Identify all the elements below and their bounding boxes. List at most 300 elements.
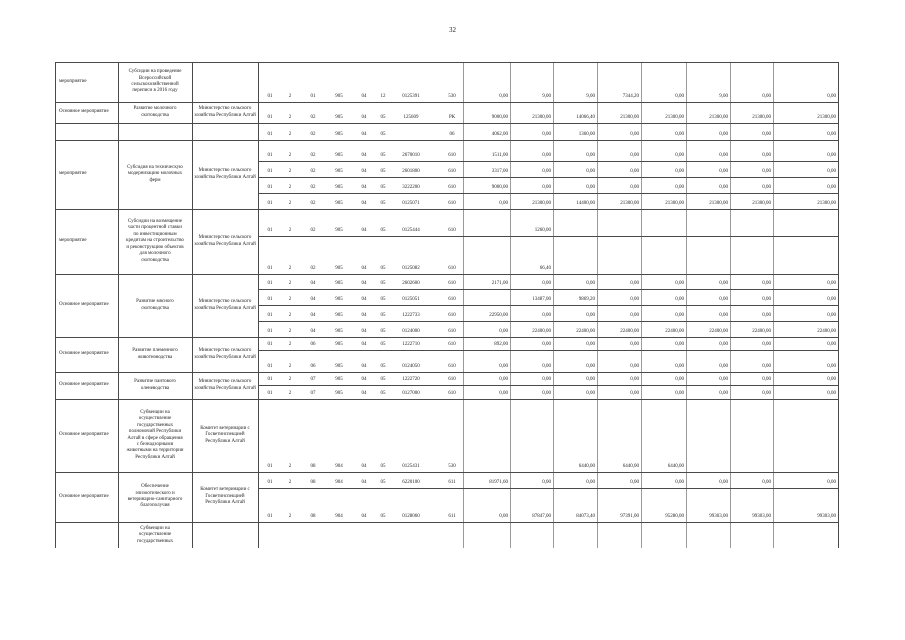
event-type-cell: Основное мероприятие xyxy=(59,493,109,499)
budget-code-cell: 0124000 xyxy=(402,329,420,334)
budget-code-cell: 05 xyxy=(380,185,386,190)
responsible-executor-cell: Министерство сельского хозяйства Республики Алтай xyxy=(194,235,256,247)
budget-code-cell: 610 xyxy=(448,342,456,347)
budget-code-cell: 6220100 xyxy=(402,480,420,485)
budget-code-cell: 04 xyxy=(310,297,316,302)
budget-code-cell: 2601800 xyxy=(402,169,420,174)
budget-code-cell: 610 xyxy=(448,377,456,382)
budget-code-cell: 04 xyxy=(361,169,367,174)
amount-cell: 22400,00 xyxy=(665,329,684,334)
responsible-executor-cell: Комитет ветеринарии с Госветинспекцией Республики Алтай xyxy=(200,425,250,444)
budget-code-cell: 905 xyxy=(335,132,343,137)
budget-code-cell: 611 xyxy=(448,480,456,485)
amount-cell: 0,00 xyxy=(586,281,595,286)
budget-code-cell: 04 xyxy=(361,480,367,485)
amount-cell: 0,00 xyxy=(630,153,639,158)
budget-code-cell: 01 xyxy=(267,132,273,137)
row-divider xyxy=(258,161,839,162)
amount-cell: 0,00 xyxy=(762,313,771,318)
amount-cell: 97391,00 xyxy=(620,514,639,519)
budget-code-cell: 01 xyxy=(267,201,273,206)
amount-cell: 0,00 xyxy=(542,132,551,137)
amount-cell: 21300,00 xyxy=(665,201,684,206)
budget-code-cell: 905 xyxy=(335,391,343,396)
event-type-cell: мероприятие xyxy=(59,78,87,84)
budget-code-cell: 07 xyxy=(310,377,316,382)
budget-code-cell: 04 xyxy=(310,281,316,286)
amount-cell: 0,00 xyxy=(827,169,836,174)
budget-code-cell: 04 xyxy=(361,201,367,206)
amount-cell: 0,00 xyxy=(675,377,684,382)
row-divider xyxy=(258,289,839,290)
amount-cell: 0,00 xyxy=(499,377,508,382)
budget-code-cell: 05 xyxy=(380,342,386,347)
amount-cell: 0,00 xyxy=(762,377,771,382)
budget-code-cell: 04 xyxy=(361,153,367,158)
amount-cell: 1511,00 xyxy=(491,153,508,158)
budget-code-cell: 01 xyxy=(267,480,273,485)
amount-cell: 0,00 xyxy=(586,391,595,396)
amount-cell: 0,00 xyxy=(762,94,771,99)
budget-code-cell: 01 xyxy=(267,342,273,347)
budget-code-cell: 905 xyxy=(335,115,343,120)
amount-cell: 7344,20 xyxy=(622,94,639,99)
amount-cell: 22950,00 xyxy=(489,313,508,318)
budget-code-cell: 611 xyxy=(448,514,456,519)
amount-cell: 0,00 xyxy=(499,514,508,519)
budget-code-cell: 610 xyxy=(448,281,456,286)
amount-cell: 0,00 xyxy=(762,480,771,485)
amount-cell: 0,00 xyxy=(499,201,508,206)
budget-code-cell: 05 xyxy=(380,169,386,174)
budget-code-cell: 905 xyxy=(335,297,343,302)
budget-code-cell: 01 xyxy=(267,313,273,318)
amount-cell: 0,00 xyxy=(542,169,551,174)
budget-code-cell: 05 xyxy=(380,391,386,396)
budget-code-cell: 610 xyxy=(448,185,456,190)
amount-cell: 0,00 xyxy=(675,480,684,485)
event-name-cell: Субсидии на возмещение части процентной ставки по инвестиционным кредитам на строительство и реконструкцию объектов для молочного скотоводства xyxy=(126,219,184,263)
budget-code-cell: 905 xyxy=(335,342,343,347)
budget-code-cell: 01 xyxy=(267,377,273,382)
amount-cell: 66,40 xyxy=(539,266,551,271)
amount-cell: 0,00 xyxy=(675,185,684,190)
budget-code-cell: 02 xyxy=(310,185,316,190)
budget-code-cell: 2 xyxy=(288,281,292,286)
budget-code-cell: 02 xyxy=(310,153,316,158)
budget-code-cell: 04 xyxy=(361,313,367,318)
event-type-cell: Основное мероприятие xyxy=(59,432,109,438)
budget-code-cell: 05 xyxy=(380,115,386,120)
budget-code-cell: 01 xyxy=(267,94,273,99)
budget-code-cell: 610 xyxy=(448,228,456,233)
amount-cell: 1260,00 xyxy=(534,228,551,233)
budget-code-cell: 01 xyxy=(267,464,273,469)
budget-code-cell: 904 xyxy=(335,514,343,519)
budget-code-cell: 01 xyxy=(267,391,273,396)
amount-cell: 0,00 xyxy=(630,480,639,485)
amount-cell: 0,00 xyxy=(719,153,728,158)
responsible-executor-cell: Министерство сельского хозяйства Республики Алтай xyxy=(194,168,256,180)
amount-cell: 0,00 xyxy=(630,132,639,137)
event-type-cell: Основное мероприятие xyxy=(59,351,109,357)
amount-cell: 0,00 xyxy=(762,342,771,347)
amount-cell: 0,00 xyxy=(719,297,728,302)
amount-cell: 0,00 xyxy=(762,185,771,190)
budget-code-cell: 610 xyxy=(448,329,456,334)
budget-code-cell: 02 xyxy=(310,115,316,120)
budget-code-cell: 07 xyxy=(310,391,316,396)
event-type-cell: Основное мероприятие xyxy=(59,109,109,115)
amount-cell: 0,00 xyxy=(499,364,508,369)
amount-cell: 22400,00 xyxy=(620,329,639,334)
budget-code-cell: 04 xyxy=(361,377,367,382)
budget-code-cell: 05 xyxy=(380,480,386,485)
amount-cell: 0,00 xyxy=(762,391,771,396)
budget-code-cell: 2 xyxy=(288,377,292,382)
amount-cell: 0,00 xyxy=(827,377,836,382)
budget-code-cell: 05 xyxy=(380,514,386,519)
budget-code-cell: 04 xyxy=(361,297,367,302)
amount-cell: 0,00 xyxy=(542,364,551,369)
amount-cell: 0,00 xyxy=(630,313,639,318)
amount-cell: 0,00 xyxy=(827,313,836,318)
amount-cell: 0,00 xyxy=(630,169,639,174)
budget-code-cell: 06 xyxy=(310,342,316,347)
amount-cell: 14066,40 xyxy=(576,115,595,120)
amount-cell: 0,00 xyxy=(827,342,836,347)
amount-cell: 21300,00 xyxy=(532,201,551,206)
budget-code-cell: 3222200 xyxy=(402,185,420,190)
budget-code-cell: 04 xyxy=(361,115,367,120)
responsible-executor-cell: Министерство сельского хозяйства Республики Алтай xyxy=(194,299,256,311)
budget-code-cell: 05 xyxy=(380,132,386,137)
budget-code-cell: 904 xyxy=(335,464,343,469)
budget-code-cell: 04 xyxy=(361,228,367,233)
amount-cell: 0,00 xyxy=(762,297,771,302)
amount-cell: 0,00 xyxy=(719,342,728,347)
budget-code-cell: 2 xyxy=(288,153,292,158)
amount-cell: 0,00 xyxy=(762,281,771,286)
event-type-cell: Основное мероприятие xyxy=(59,382,109,388)
budget-code-cell: 125609 xyxy=(403,115,419,120)
budget-code-cell: 05 xyxy=(380,364,386,369)
budget-code-cell: 01 xyxy=(267,297,273,302)
budget-code-cell: 04 xyxy=(361,514,367,519)
amount-cell: 0,00 xyxy=(630,391,639,396)
budget-code-cell: 905 xyxy=(335,228,343,233)
budget-code-cell: 04 xyxy=(361,94,367,99)
amount-cell: 892,00 xyxy=(494,342,508,347)
budget-code-cell: 01 xyxy=(267,514,273,519)
amount-cell: 0,00 xyxy=(542,391,551,396)
budget-code-cell: 2 xyxy=(288,480,292,485)
amount-cell: 0,00 xyxy=(827,480,836,485)
budget-code-cell: 04 xyxy=(361,266,367,271)
budget-code-cell: 904 xyxy=(335,480,343,485)
budget-code-cell: 04 xyxy=(361,364,367,369)
event-name-cell: Обеспечение эпизоотического и ветеринарно-санитарного благополучия xyxy=(127,484,183,509)
budget-code-cell: 610 xyxy=(448,153,456,158)
amount-cell: 95280,00 xyxy=(665,514,684,519)
amount-cell: 0,00 xyxy=(586,377,595,382)
amount-cell: 9,00 xyxy=(719,94,728,99)
amount-cell: 21300,00 xyxy=(620,115,639,120)
budget-code-cell: 02 xyxy=(310,266,316,271)
budget-code-cell: 08 xyxy=(310,464,316,469)
page-number: 32 xyxy=(449,26,456,34)
amount-cell: 9869,20 xyxy=(578,297,595,302)
budget-code-cell: 08 xyxy=(310,514,316,519)
amount-cell: 22400,00 xyxy=(532,329,551,334)
budget-code-cell: 05 xyxy=(380,313,386,318)
amount-cell: 0,00 xyxy=(719,132,728,137)
budget-code-cell: 02 xyxy=(310,201,316,206)
budget-code-cell: 01 xyxy=(267,329,273,334)
budget-code-cell: 05 xyxy=(380,464,386,469)
budget-code-cell: 0125431 xyxy=(402,464,420,469)
budget-code-cell: 530 xyxy=(448,94,456,99)
budget-code-cell: 0125051 xyxy=(402,297,420,302)
amount-cell: 0,00 xyxy=(630,297,639,302)
amount-cell: 0,00 xyxy=(542,185,551,190)
amount-cell: 81971,60 xyxy=(489,480,508,485)
budget-code-cell: 04 xyxy=(361,185,367,190)
amount-cell: 84073,40 xyxy=(576,514,595,519)
budget-code-cell: 0127000 xyxy=(402,391,420,396)
event-name-cell: Субвенции на осуществление государственных xyxy=(136,526,174,544)
budget-code-cell: 04 xyxy=(361,342,367,347)
budget-code-cell: 04 xyxy=(310,313,316,318)
budget-code-cell: 610 xyxy=(448,266,456,271)
amount-cell: 0,00 xyxy=(719,313,728,318)
amount-cell: 99303,00 xyxy=(709,514,728,519)
budget-code-cell: 2 xyxy=(288,342,292,347)
budget-code-cell: 2 xyxy=(288,169,292,174)
budget-code-cell: 2 xyxy=(288,514,292,519)
budget-code-cell: 05 xyxy=(380,201,386,206)
budget-code-cell: 01 xyxy=(267,281,273,286)
amount-cell: 0,00 xyxy=(675,281,684,286)
amount-cell: 0,00 xyxy=(542,377,551,382)
budget-code-cell: 610 xyxy=(448,391,456,396)
amount-cell: 0,00 xyxy=(827,94,836,99)
budget-code-cell: 04 xyxy=(361,464,367,469)
row-divider xyxy=(258,350,839,351)
budget-code-cell: 05 xyxy=(380,281,386,286)
amount-cell: 0,00 xyxy=(630,377,639,382)
amount-cell: 0,00 xyxy=(586,480,595,485)
budget-code-cell: 2 xyxy=(288,313,292,318)
budget-code-cell: 01 xyxy=(267,364,273,369)
event-name-cell: Развитие племенного животноводства xyxy=(132,348,178,360)
budget-code-cell: 610 xyxy=(448,364,456,369)
event-name-cell: Субсидии на проведение Всероссийской сельскохозяйственной переписи в 2016 году xyxy=(128,69,182,94)
budget-code-cell: 1222720 xyxy=(402,377,420,382)
row-divider xyxy=(258,321,839,322)
amount-cell: 0,00 xyxy=(630,281,639,286)
budget-code-cell: 905 xyxy=(335,377,343,382)
amount-cell: 0,00 xyxy=(586,153,595,158)
row-divider xyxy=(258,305,839,306)
amount-cell: 0,00 xyxy=(762,153,771,158)
budget-code-cell: РК xyxy=(448,115,456,120)
amount-cell: 0,00 xyxy=(827,132,836,137)
amount-cell: 0,00 xyxy=(719,480,728,485)
amount-cell: 9000,00 xyxy=(491,115,508,120)
budget-code-cell: 04 xyxy=(361,329,367,334)
event-type-cell: мероприятие xyxy=(59,171,87,177)
budget-code-cell: 01 xyxy=(267,115,273,120)
amount-cell: 0,00 xyxy=(675,297,684,302)
amount-cell: 0,00 xyxy=(542,281,551,286)
budget-code-cell: 905 xyxy=(335,185,343,190)
budget-code-cell: 08 xyxy=(310,480,316,485)
amount-cell: 22400,00 xyxy=(576,329,595,334)
budget-code-cell: 02 xyxy=(310,228,316,233)
amount-cell: 0,00 xyxy=(827,364,836,369)
budget-code-cell: 01 xyxy=(267,266,273,271)
budget-code-cell: 05 xyxy=(380,297,386,302)
row-divider xyxy=(258,193,839,194)
amount-cell: 0,00 xyxy=(675,94,684,99)
amount-cell: 0,00 xyxy=(586,364,595,369)
budget-code-cell: 2602600 xyxy=(402,281,420,286)
budget-code-cell: 12 xyxy=(380,94,386,99)
budget-code-cell: 2 xyxy=(288,297,292,302)
budget-code-cell: 05 xyxy=(380,377,386,382)
budget-code-cell: 0125444 xyxy=(402,228,420,233)
amount-cell: 21300,00 xyxy=(752,201,771,206)
budget-code-cell: 01 xyxy=(267,153,273,158)
budget-code-cell: 05 xyxy=(380,266,386,271)
amount-cell: 0,00 xyxy=(630,185,639,190)
amount-cell: 0,00 xyxy=(827,153,836,158)
budget-code-cell: 0125391 xyxy=(402,94,420,99)
amount-cell: 0,00 xyxy=(586,342,595,347)
amount-cell: 21300,00 xyxy=(817,115,836,120)
amount-cell: 0,00 xyxy=(762,364,771,369)
amount-cell: 0,00 xyxy=(719,169,728,174)
amount-cell: 0,00 xyxy=(762,132,771,137)
budget-code-cell: 610 xyxy=(448,313,456,318)
amount-cell: 6440,00 xyxy=(622,464,639,469)
amount-cell: 0,00 xyxy=(542,342,551,347)
amount-cell: 0,00 xyxy=(675,313,684,318)
budget-code-cell: 04 xyxy=(310,329,316,334)
row-divider xyxy=(258,385,839,386)
amount-cell: 9000,00 xyxy=(491,185,508,190)
amount-cell: 0,00 xyxy=(630,364,639,369)
amount-cell: 14400,00 xyxy=(576,201,595,206)
amount-cell: 0,00 xyxy=(542,153,551,158)
budget-code-cell: 04 xyxy=(361,281,367,286)
amount-cell: 22400,00 xyxy=(817,329,836,334)
budget-code-cell: 905 xyxy=(335,281,343,286)
row-border xyxy=(55,123,839,124)
amount-cell: 21300,00 xyxy=(817,201,836,206)
budget-code-cell: 05 xyxy=(380,228,386,233)
amount-cell: 0,00 xyxy=(542,480,551,485)
amount-cell: 0,00 xyxy=(719,185,728,190)
amount-cell: 0,00 xyxy=(719,391,728,396)
amount-cell: 21300,00 xyxy=(620,201,639,206)
budget-code-cell: 05 xyxy=(380,153,386,158)
budget-code-cell: 1222733 xyxy=(402,313,420,318)
responsible-executor-cell: Комитет ветеринарии с Госветинспекцией Республики Алтай xyxy=(200,487,250,506)
amount-cell: 6440,00 xyxy=(667,464,684,469)
amount-cell: 4062,00 xyxy=(491,132,508,137)
amount-cell: 0,00 xyxy=(719,281,728,286)
event-type-cell: мероприятие xyxy=(59,238,87,244)
budget-code-cell: 905 xyxy=(335,153,343,158)
budget-code-cell: 2 xyxy=(288,185,292,190)
budget-code-cell: 05 xyxy=(380,329,386,334)
budget-code-cell: 2 xyxy=(288,115,292,120)
budget-code-cell: 905 xyxy=(335,313,343,318)
budget-code-cell: 610 xyxy=(448,201,456,206)
event-name-cell: Развитие мясного скотоводства xyxy=(136,299,174,311)
amount-cell: 0,00 xyxy=(827,297,836,302)
budget-code-cell: 06 xyxy=(310,364,316,369)
budget-code-cell: 01 xyxy=(267,169,273,174)
event-name-cell: Развитие пантового оленеводства xyxy=(134,379,176,391)
budget-code-cell: 0125082 xyxy=(402,266,420,271)
amount-cell: 0,00 xyxy=(827,281,836,286)
budget-code-cell: 2 xyxy=(288,201,292,206)
amount-cell: 3317,00 xyxy=(491,169,508,174)
budget-code-cell: 2 xyxy=(288,228,292,233)
amount-cell: 0,00 xyxy=(827,185,836,190)
amount-cell: 0,00 xyxy=(586,185,595,190)
event-type-cell: Основное мероприятие xyxy=(59,302,109,308)
responsible-executor-cell: Министерство сельского хозяйства Республики Алтай xyxy=(194,379,256,391)
amount-cell: 13487,00 xyxy=(532,297,551,302)
amount-cell: 0,00 xyxy=(719,377,728,382)
amount-cell: 0,00 xyxy=(499,391,508,396)
amount-cell: 6440,00 xyxy=(578,464,595,469)
amount-cell: 21300,00 xyxy=(709,115,728,120)
budget-code-cell: 905 xyxy=(335,364,343,369)
budget-code-cell: 02 xyxy=(310,132,316,137)
budget-code-cell: 905 xyxy=(335,169,343,174)
budget-code-cell: 905 xyxy=(335,266,343,271)
amount-cell: 9,00 xyxy=(542,94,551,99)
budget-code-cell: 2 xyxy=(288,391,292,396)
budget-code-cell: 905 xyxy=(335,329,343,334)
responsible-executor-cell: Министерство сельского хозяйства Республики Алтай xyxy=(194,348,256,360)
amount-cell: 21300,00 xyxy=(665,115,684,120)
amount-cell: 0,00 xyxy=(675,342,684,347)
budget-code-cell: 0125071 xyxy=(402,201,420,206)
amount-cell: 0,00 xyxy=(675,153,684,158)
budget-code-cell: 2 xyxy=(288,464,292,469)
amount-cell: 0,00 xyxy=(675,169,684,174)
amount-cell: 2171,00 xyxy=(491,281,508,286)
amount-cell: 21300,00 xyxy=(752,115,771,120)
budget-code-cell: 610 xyxy=(448,169,456,174)
amount-cell: 99303,00 xyxy=(752,514,771,519)
row-divider xyxy=(258,177,839,178)
budget-code-cell: 610 xyxy=(448,297,456,302)
budget-code-cell: 04 xyxy=(361,132,367,137)
budget-code-cell: 0124050 xyxy=(402,364,420,369)
amount-cell: 21300,00 xyxy=(709,201,728,206)
amount-cell: 0,00 xyxy=(586,169,595,174)
budget-code-cell: 1222710 xyxy=(402,342,420,347)
budget-code-cell: 905 xyxy=(335,94,343,99)
budget-code-cell: 2 xyxy=(288,94,292,99)
